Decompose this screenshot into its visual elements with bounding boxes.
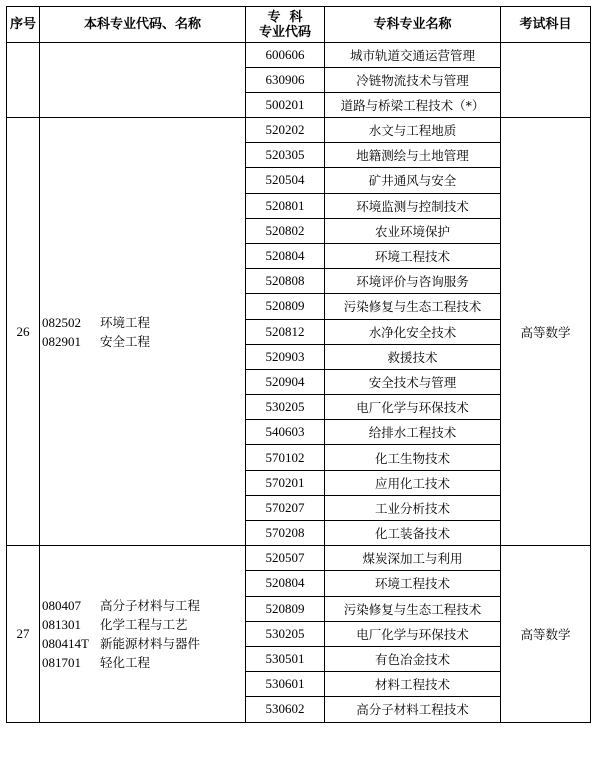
major-code: 570208 (246, 521, 325, 546)
seq-cell: 26 (7, 118, 40, 546)
major-name: 环境工程技术 (325, 243, 501, 268)
major-code: 570207 (246, 495, 325, 520)
major-code: 530602 (246, 697, 325, 722)
seq-cell (7, 43, 40, 118)
major-name: 环境评价与咨询服务 (325, 269, 501, 294)
major-name: 煤炭深加工与利用 (325, 546, 501, 571)
major-name: 污染修复与生态工程技术 (325, 294, 501, 319)
undergrad-cell (40, 546, 246, 722)
undergrad-major (42, 332, 245, 351)
undergrad-major (42, 596, 245, 615)
major-name: 化工装备技术 (325, 521, 501, 546)
header-code-line2: 专业代码 (258, 24, 311, 40)
major-code: 520804 (246, 243, 325, 268)
major-code: 520504 (246, 168, 325, 193)
major-code: 570201 (246, 470, 325, 495)
table-row (7, 546, 591, 571)
major-code: 520305 (246, 143, 325, 168)
undergrad-name: 轻化工程 (100, 654, 151, 670)
major-code: 520507 (246, 546, 325, 571)
table-row (7, 118, 591, 143)
major-name: 污染修复与生态工程技术 (325, 596, 501, 621)
major-code: 520809 (246, 596, 325, 621)
undergrad-code: 081701 (42, 654, 81, 670)
major-name: 安全技术与管理 (325, 369, 501, 394)
major-code: 520802 (246, 218, 325, 243)
major-name: 电厂化学与环保技术 (325, 395, 501, 420)
major-name: 矿井通风与安全 (325, 168, 501, 193)
undergrad-name: 环境工程 (100, 314, 151, 330)
major-code: 520904 (246, 369, 325, 394)
major-name: 水净化安全技术 (325, 319, 501, 344)
major-name: 地籍测绘与土地管理 (325, 143, 501, 168)
major-name: 冷链物流技术与管理 (325, 68, 501, 93)
header-code-line1: 专 科 (267, 9, 303, 25)
major-name: 环境监测与控制技术 (325, 193, 501, 218)
major-name: 应用化工技术 (325, 470, 501, 495)
header-subject: 考试科目 (501, 7, 591, 43)
exam-subject: 高等数学 (501, 118, 591, 546)
header-undergrad: 本科专业代码、名称 (40, 7, 246, 43)
undergrad-major (42, 634, 245, 653)
major-name: 有色冶金技术 (325, 646, 501, 671)
undergrad-major (42, 615, 245, 634)
major-name: 给排水工程技术 (325, 420, 501, 445)
header-seq: 序号 (7, 7, 40, 43)
undergrad-name: 化学工程与工艺 (100, 616, 188, 632)
undergrad-code: 082901 (42, 333, 81, 349)
major-code: 570102 (246, 445, 325, 470)
table-row (7, 43, 591, 68)
document-page (6, 6, 590, 758)
major-name: 高分子材料工程技术 (325, 697, 501, 722)
undergrad-name: 安全工程 (100, 333, 151, 349)
major-name: 工业分析技术 (325, 495, 501, 520)
undergrad-code: 082502 (42, 314, 81, 330)
major-name: 化工生物技术 (325, 445, 501, 470)
major-code: 520903 (246, 344, 325, 369)
exam-subject (501, 43, 591, 118)
undergrad-major (42, 653, 245, 672)
header-name: 专科专业名称 (325, 7, 501, 43)
major-code: 530205 (246, 621, 325, 646)
major-code: 520804 (246, 571, 325, 596)
major-code: 530601 (246, 672, 325, 697)
undergrad-major (42, 313, 245, 332)
major-code: 520812 (246, 319, 325, 344)
major-name: 道路与桥梁工程技术（*） (325, 93, 501, 118)
undergrad-code: 081301 (42, 616, 81, 632)
major-code: 520809 (246, 294, 325, 319)
major-name: 材料工程技术 (325, 672, 501, 697)
major-code: 540603 (246, 420, 325, 445)
undergrad-cell (40, 43, 246, 118)
undergrad-code: 080414T (42, 635, 89, 651)
major-code: 530205 (246, 395, 325, 420)
major-code: 530501 (246, 646, 325, 671)
header-row (7, 7, 591, 43)
major-code: 520801 (246, 193, 325, 218)
major-code: 500201 (246, 93, 325, 118)
major-name: 环境工程技术 (325, 571, 501, 596)
major-name: 电厂化学与环保技术 (325, 621, 501, 646)
major-name: 救援技术 (325, 344, 501, 369)
major-code: 630906 (246, 68, 325, 93)
exam-subject: 高等数学 (501, 546, 591, 722)
major-code: 600606 (246, 43, 325, 68)
seq-cell: 27 (7, 546, 40, 722)
header-code (246, 7, 325, 43)
major-name: 城市轨道交通运营管理 (325, 43, 501, 68)
undergrad-code: 080407 (42, 597, 81, 613)
major-code: 520202 (246, 118, 325, 143)
major-table (6, 6, 591, 723)
undergrad-name: 高分子材料与工程 (100, 597, 201, 613)
undergrad-cell (40, 118, 246, 546)
major-name: 水文与工程地质 (325, 118, 501, 143)
major-code: 520808 (246, 269, 325, 294)
undergrad-name: 新能源材料与器件 (100, 635, 201, 651)
major-name: 农业环境保护 (325, 218, 501, 243)
